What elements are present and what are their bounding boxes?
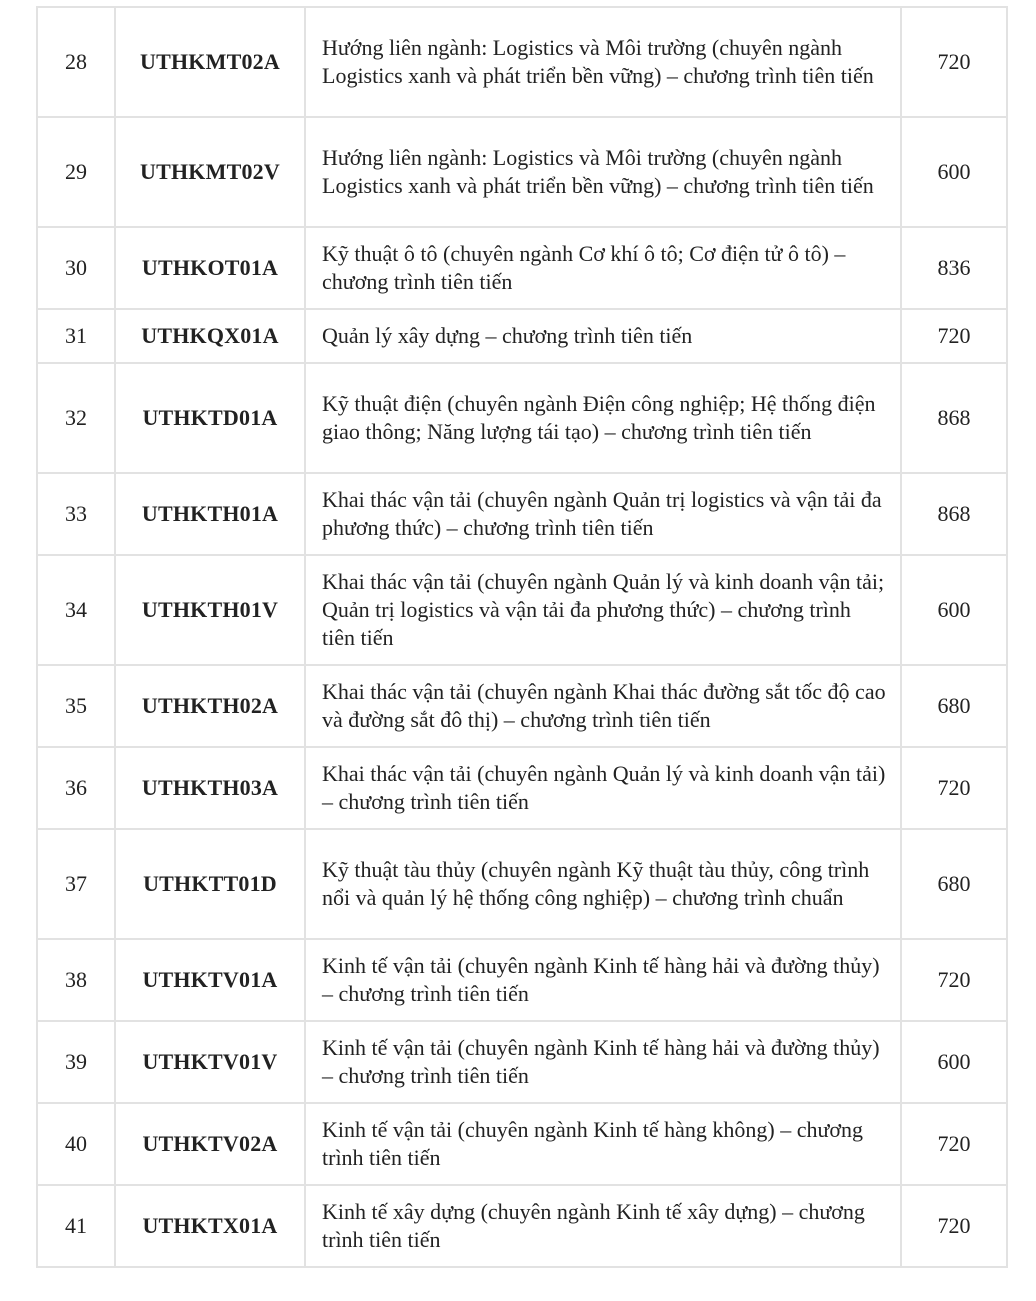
min-score: 720 (901, 747, 1007, 829)
program-name: Kinh tế vận tải (chuyên ngành Kinh tế hàng hải và đường thủy) – chương trình tiên tiến (305, 1021, 901, 1103)
table-row (37, 7, 1007, 117)
table-row (37, 473, 1007, 555)
row-number: 32 (37, 363, 115, 473)
program-code: UTHKTH01A (115, 473, 305, 555)
min-score: 836 (901, 227, 1007, 309)
table-row (37, 665, 1007, 747)
row-number: 37 (37, 829, 115, 939)
program-name: Kỹ thuật ô tô (chuyên ngành Cơ khí ô tô; Cơ điện tử ô tô) – chương trình tiên tiến (305, 227, 901, 309)
min-score: 720 (901, 1103, 1007, 1185)
row-number: 39 (37, 1021, 115, 1103)
table-row (37, 1021, 1007, 1103)
program-code: UTHKTD01A (115, 363, 305, 473)
row-number: 38 (37, 939, 115, 1021)
row-number: 34 (37, 555, 115, 665)
table-row (37, 117, 1007, 227)
min-score: 680 (901, 665, 1007, 747)
program-code: UTHKTV01V (115, 1021, 305, 1103)
min-score: 868 (901, 363, 1007, 473)
program-code: UTHKTV01A (115, 939, 305, 1021)
row-number: 31 (37, 309, 115, 363)
row-number: 36 (37, 747, 115, 829)
program-name: Kỹ thuật tàu thủy (chuyên ngành Kỹ thuật tàu thủy, công trình nổi và quản lý hệ thống công nghiệp) – chương trình chuẩn (305, 829, 901, 939)
program-name: Kinh tế xây dựng (chuyên ngành Kinh tế xây dựng) – chương trình tiên tiến (305, 1185, 901, 1267)
program-code: UTHKTH02A (115, 665, 305, 747)
row-number: 35 (37, 665, 115, 747)
program-name: Kinh tế vận tải (chuyên ngành Kinh tế hàng hải và đường thủy) – chương trình tiên tiến (305, 939, 901, 1021)
program-code: UTHKTT01D (115, 829, 305, 939)
table-row (37, 939, 1007, 1021)
min-score: 600 (901, 1021, 1007, 1103)
min-score: 720 (901, 7, 1007, 117)
program-name: Hướng liên ngành: Logistics và Môi trường (chuyên ngành Logistics xanh và phát triển bền vững) – chương trình tiên tiến (305, 7, 901, 117)
row-number: 41 (37, 1185, 115, 1267)
program-name: Khai thác vận tải (chuyên ngành Khai thác đường sắt tốc độ cao và đường sắt đô thị) – chương trình tiên tiến (305, 665, 901, 747)
min-score: 720 (901, 939, 1007, 1021)
table-row (37, 1103, 1007, 1185)
min-score: 868 (901, 473, 1007, 555)
program-name: Hướng liên ngành: Logistics và Môi trường (chuyên ngành Logistics xanh và phát triển bền vững) – chương trình tiên tiến (305, 117, 901, 227)
row-number: 29 (37, 117, 115, 227)
row-number: 33 (37, 473, 115, 555)
min-score: 720 (901, 309, 1007, 363)
program-code: UTHKQX01A (115, 309, 305, 363)
program-code: UTHKOT01A (115, 227, 305, 309)
program-code: UTHKTH03A (115, 747, 305, 829)
admission-table-container (36, 6, 1006, 1268)
min-score: 600 (901, 555, 1007, 665)
table-row (37, 309, 1007, 363)
program-name: Khai thác vận tải (chuyên ngành Quản lý và kinh doanh vận tải) – chương trình tiên tiến (305, 747, 901, 829)
table-row (37, 1185, 1007, 1267)
program-name: Khai thác vận tải (chuyên ngành Quản trị logistics và vận tải đa phương thức) – chương trình tiên tiến (305, 473, 901, 555)
program-name: Khai thác vận tải (chuyên ngành Quản lý và kinh doanh vận tải; Quản trị logistics và vận tải đa phương thức) – chương trình tiên tiến (305, 555, 901, 665)
program-code: UTHKMT02A (115, 7, 305, 117)
table-row (37, 829, 1007, 939)
program-code: UTHKTX01A (115, 1185, 305, 1267)
admission-score-table (36, 6, 1008, 1268)
min-score: 720 (901, 1185, 1007, 1267)
program-name: Kỹ thuật điện (chuyên ngành Điện công nghiệp; Hệ thống điện giao thông; Năng lượng tái tạo) – chương trình tiên tiến (305, 363, 901, 473)
table-row (37, 363, 1007, 473)
table-row (37, 555, 1007, 665)
row-number: 28 (37, 7, 115, 117)
program-code: UTHKTV02A (115, 1103, 305, 1185)
row-number: 40 (37, 1103, 115, 1185)
min-score: 600 (901, 117, 1007, 227)
program-name: Quản lý xây dựng – chương trình tiên tiến (305, 309, 901, 363)
program-code: UTHKMT02V (115, 117, 305, 227)
min-score: 680 (901, 829, 1007, 939)
row-number: 30 (37, 227, 115, 309)
table-row (37, 747, 1007, 829)
program-name: Kinh tế vận tải (chuyên ngành Kinh tế hàng không) – chương trình tiên tiến (305, 1103, 901, 1185)
table-row (37, 227, 1007, 309)
program-code: UTHKTH01V (115, 555, 305, 665)
